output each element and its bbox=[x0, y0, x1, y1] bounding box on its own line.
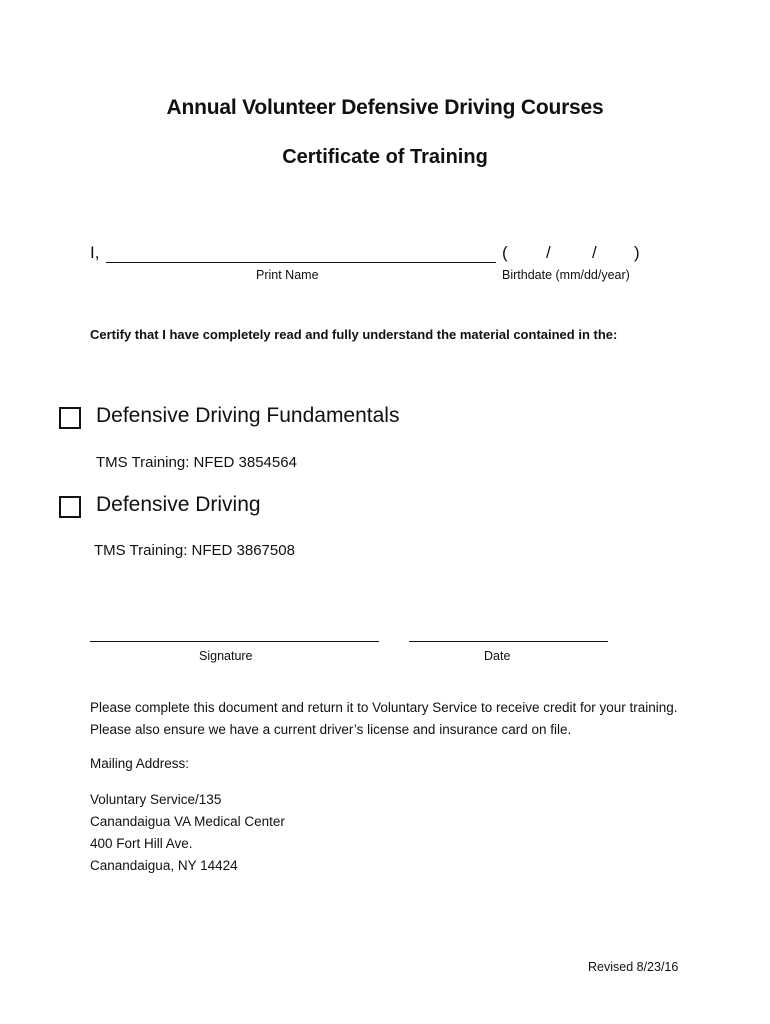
birthdate-label: Birthdate (mm/dd/year) bbox=[502, 268, 630, 282]
document-title: Annual Volunteer Defensive Driving Courses bbox=[166, 96, 604, 119]
course-2-checkbox[interactable] bbox=[59, 496, 81, 518]
date-label: Date bbox=[484, 649, 511, 663]
name-prefix: I, bbox=[90, 243, 100, 262]
course-2-tms: TMS Training: NFED 3867508 bbox=[94, 542, 295, 559]
address-line: Voluntary Service/135 bbox=[90, 792, 222, 807]
course-1-tms: TMS Training: NFED 3854564 bbox=[96, 454, 297, 471]
certify-statement: Certify that I have completely read and fully understand the material contained in the: bbox=[90, 327, 618, 342]
revision-date: Revised 8/23/16 bbox=[588, 960, 679, 974]
course-1-title: Defensive Driving Fundamentals bbox=[96, 404, 400, 427]
course-1-checkbox[interactable] bbox=[59, 407, 81, 429]
date-field[interactable] bbox=[409, 641, 608, 642]
course-2-title: Defensive Driving bbox=[96, 493, 261, 516]
mailing-address bbox=[90, 789, 285, 877]
address-line: Canandaigua, NY 14424 bbox=[90, 858, 238, 873]
mailing-address-label: Mailing Address: bbox=[90, 756, 190, 771]
print-name-field[interactable] bbox=[106, 262, 496, 263]
signature-field[interactable] bbox=[90, 641, 379, 642]
signature-label: Signature bbox=[199, 649, 253, 663]
document-subtitle: Certificate of Training bbox=[282, 146, 488, 168]
birthdate-slash-2: / bbox=[592, 243, 597, 262]
address-line: Canandaigua VA Medical Center bbox=[90, 814, 285, 829]
instructions-paragraph: Please complete this document and return it to Voluntary Service to receive credit for your training. Please also ensure we have a current driver’s license and insurance card on file. bbox=[90, 700, 678, 737]
print-name-label: Print Name bbox=[256, 268, 319, 282]
birthdate-paren-close: ) bbox=[634, 243, 640, 262]
address-line: 400 Fort Hill Ave. bbox=[90, 836, 193, 851]
birthdate-paren-open: ( bbox=[502, 243, 508, 262]
birthdate-slash-1: / bbox=[546, 243, 551, 262]
